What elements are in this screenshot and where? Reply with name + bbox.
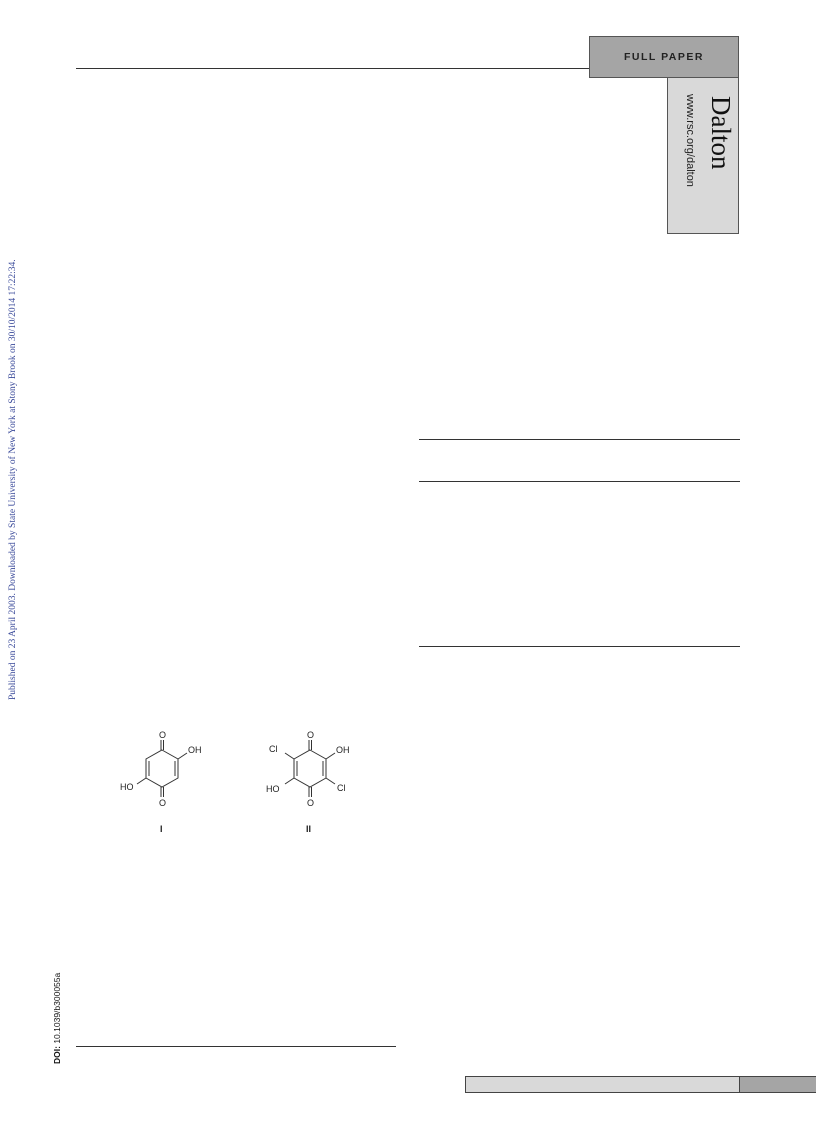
compound-2-label: II xyxy=(306,824,312,834)
published-download-note: Published on 23 April 2003. Downloaded by State University of New York at Stony Brook on 30/10/2014 17:22:34. xyxy=(8,259,18,700)
doi-value: 10.1039/b300055a xyxy=(52,972,62,1044)
compound-1-label: I xyxy=(160,824,163,834)
compound-1-structure xyxy=(137,740,187,797)
doi-note xyxy=(52,973,62,1064)
chemical-scheme xyxy=(100,722,380,842)
right-rule-1 xyxy=(419,439,740,440)
compound-1-ho: HO xyxy=(120,782,134,792)
header-rule xyxy=(76,68,590,69)
compound-2-o-bottom: O xyxy=(307,798,315,808)
compound-2-cl-top: Cl xyxy=(269,744,278,754)
compound-2-ho: HO xyxy=(266,784,280,794)
compound-2-oh: OH xyxy=(336,745,350,755)
journal-box xyxy=(667,78,739,234)
compound-1-o-top: O xyxy=(159,730,167,740)
compound-2-structure xyxy=(285,740,335,797)
compound-1-o-bottom: O xyxy=(159,798,167,808)
footnote-rule xyxy=(76,1046,396,1047)
section-label-box xyxy=(589,36,739,78)
compound-1-oh: OH xyxy=(188,745,202,755)
journal-name: Dalton xyxy=(706,96,736,170)
compound-2-cl-bottom: Cl xyxy=(337,783,346,793)
footer-bar-accent xyxy=(739,1076,816,1093)
section-label: FULL PAPER xyxy=(624,51,704,63)
right-rule-3 xyxy=(419,646,740,647)
right-rule-2 xyxy=(419,481,740,482)
compound-2-o-top: O xyxy=(307,730,315,740)
journal-url: www.rsc.org/dalton xyxy=(684,94,696,187)
doi-label: DOI: xyxy=(52,1046,62,1064)
